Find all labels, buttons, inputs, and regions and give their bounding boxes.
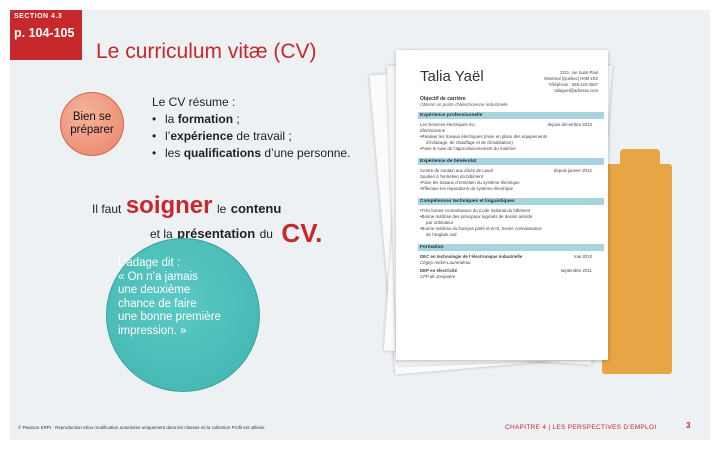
prep-circle-label: Bien se préparer: [70, 111, 114, 136]
cv-date: depuis janvier 2012: [553, 168, 592, 173]
cv-section-bar: Expérience de bénévolat: [418, 158, 604, 165]
intro-block: [152, 94, 350, 162]
slide-title: Le curriculum vitæ (CV): [96, 40, 317, 63]
intro-item: • les qualifications d’une personne.: [152, 145, 350, 162]
cv-line: d’éclairage, de chauffage et de climatisation): [426, 140, 513, 145]
cv-line: par ordinateur: [426, 220, 454, 225]
cv-line: DEP en électricité: [420, 268, 458, 273]
prep-circle: [60, 92, 124, 156]
cv-line: Centre de soutien aux aînés de Laval: [420, 168, 493, 173]
cv-date: septembre 2011: [560, 268, 592, 273]
cv-section-bar: Formation: [418, 244, 604, 251]
cv-line: • Bonne maîtrise des principaux logiciels de dessin assisté: [420, 214, 532, 219]
cv-line: • Réaliser les travaux électriques (mise en place des équipements: [420, 134, 547, 139]
cv-illustration: [372, 44, 672, 384]
emphasis-cv: CV.: [281, 218, 323, 248]
cv-line: CFP de Jonquière: [420, 274, 456, 279]
cv-line: de l’anglais oral: [426, 232, 457, 237]
intro-list: [152, 111, 350, 162]
cv-section-bar: Compétences techniques et linguistiques: [418, 198, 604, 205]
cv-line: • Faire les travaux d’entretien du système électrique: [420, 180, 520, 185]
emphasis-keyword: soigner: [125, 192, 213, 219]
page-number: 3: [686, 421, 691, 430]
cv-name: Talia Yaël: [420, 68, 484, 85]
section-badge: [10, 10, 82, 60]
quote-text: L’adage dit : « On n’a jamais une deuxième chance de faire une bonne première impression. »: [118, 257, 221, 337]
cv-line: Électricienne: [420, 128, 446, 133]
folder: [602, 164, 672, 374]
page-reference: p. 104-105: [14, 26, 75, 40]
section-label: SECTION 4.3: [14, 13, 63, 20]
cv-section-bar: Expérience professionnelle: [418, 112, 604, 119]
cv-contact: 1321, rue Saint-Paul Montréal (Québec) H0M 1R2 Téléphone : 555-123-4567 taliayael@adresse.com: [544, 70, 598, 93]
cv-line: Soutien à l’entretien du bâtiment: [420, 174, 483, 179]
emphasis-line-1: Il faut soigner le contenu: [92, 192, 282, 219]
cv-objective-text: Obtenir un poste d’électricienne industrielle: [420, 102, 508, 107]
intro-item: • la formation ;: [152, 111, 350, 128]
footer-chapter: CHAPITRE 4 | LES PERSPECTIVES D’EMPLOI: [505, 424, 657, 431]
cv-line: DEC en technologie de l’électronique industrielle: [420, 254, 523, 259]
cv-line: Les Services électriques Inc.: [420, 122, 476, 127]
cv-objective-title: Objectif de carrière: [420, 96, 466, 102]
emphasis-line-2: et la présentation du CV.: [150, 218, 323, 248]
cv-date: depuis décembre 2013: [547, 122, 592, 127]
cv-line: Cégep André-Laurendeau: [420, 260, 471, 265]
cv-line: • Faire le suivi de l’approvisionnement du matériel: [420, 146, 516, 151]
cv-document: [396, 50, 608, 360]
cv-line: • Très bonne connaissance du Code national du bâtiment: [420, 208, 530, 213]
cv-line: • Effectuer les réparations du système électrique: [420, 186, 513, 191]
intro-item: • l’expérience de travail ;: [152, 128, 350, 145]
footer-copyright: © Pearson ERPI · Reproduction et/ou modification autorisées uniquement dans les classes où la collection Profil est utilisée: [18, 425, 265, 430]
cv-line: • Bonne maîtrise du français parlé et écrit, bonne connaissance: [420, 226, 542, 231]
intro-lead: Le CV résume :: [152, 95, 236, 109]
cv-date: mai 2013: [573, 254, 592, 259]
